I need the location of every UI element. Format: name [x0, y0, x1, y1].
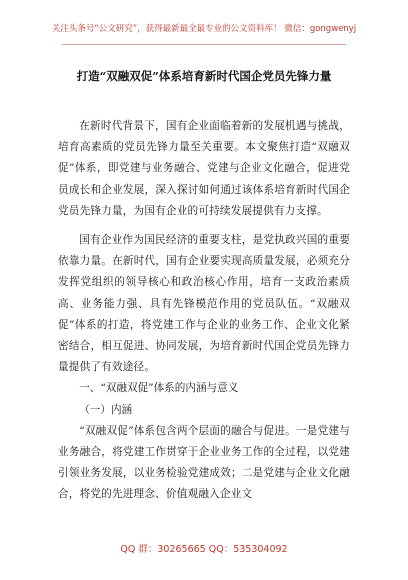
paragraph-background: 国有企业作为国民经济的重要支柱，是党执政兴国的重要依靠力量。在新时代，国有企业要实现高质量发展，必须充分发挥党组织的领导核心和政治核心作用，培育一支政治素质高、业务能力强、具有先锋模范作用的党员队伍。“双融双促”体系的打造，将党建工作与企业的业务工作、企业文化紧密结合，相互促进、协同发展，为培育新时代国企党员先锋力量提供了有效途径。: [58, 234, 350, 374]
document-body: [58, 116, 350, 506]
header-divider: [62, 44, 346, 45]
paragraph-connotation: “双融双促”体系包含两个层面的融合与促进。一是党建与业务融合，将党建工作贯穿于企业业务工作的全过程，以党建引领业务发展，以业务检验党建成效；二是党建与企业文化融合，将党的先进理念、价值观融入企业文: [58, 424, 350, 501]
paragraph-intro: 在新时代背景下，国有企业面临着新的发展机遇与挑战，培育高素质的党员先锋力量至关重要。本文聚焦打造“双融双促”体系，即党建与业务融合、党建与企业文化融合，促进党员成长和企业发展，深入探讨如何通过该体系培育新时代国企党员先锋力量，为国有企业的可持续发展提供有力支撑。: [58, 120, 350, 217]
subsection-heading: （一）内涵: [79, 403, 133, 416]
header-note: 关注头条号“公文研究”，获得最新最全最专业的公文资料库！ 微信：gongwenyj: [51, 24, 357, 34]
footer-contact: QQ 群：30265665 QQ：535304092: [120, 544, 288, 555]
document-title: 打造“双融双促”体系培育新时代国企党员先锋力量: [76, 69, 332, 83]
section-heading: 一、“双融双促”体系的内涵与意义: [79, 382, 239, 395]
